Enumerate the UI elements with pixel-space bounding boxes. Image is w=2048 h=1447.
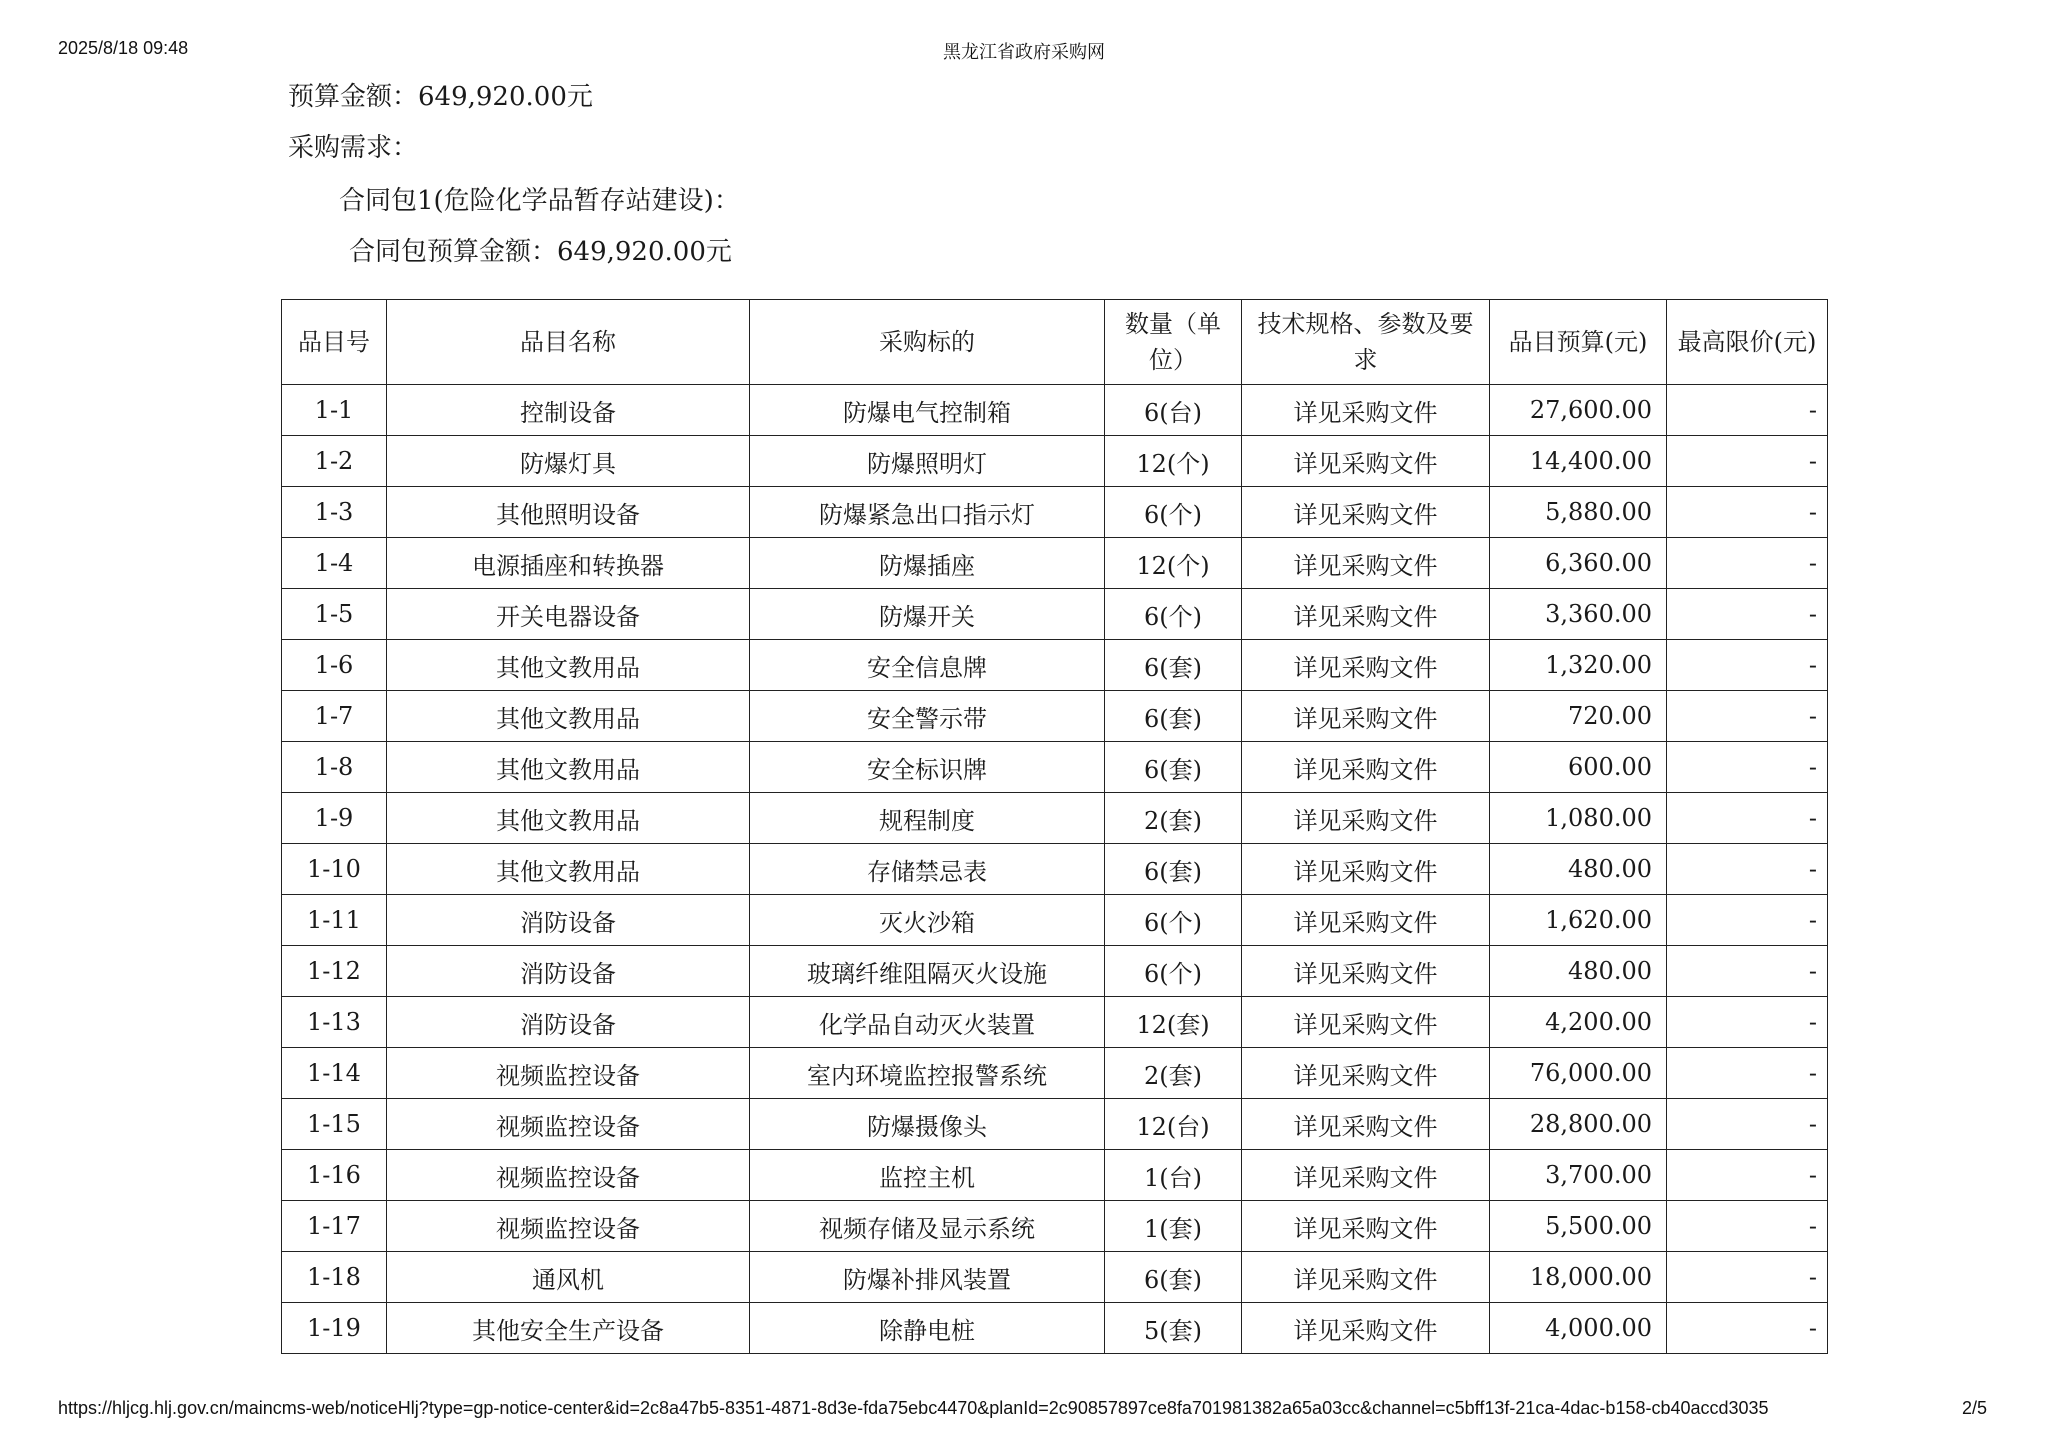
cell-item-category: 视频监控设备 bbox=[387, 1201, 750, 1252]
cell-spec: 详见采购文件 bbox=[1242, 691, 1490, 742]
cell-quantity: 6(个) bbox=[1105, 589, 1242, 640]
cell-max-price: - bbox=[1667, 895, 1828, 946]
cell-procurement-target: 防爆补排风装置 bbox=[750, 1252, 1105, 1303]
cell-quantity: 6(个) bbox=[1105, 895, 1242, 946]
cell-item-no: 1-18 bbox=[282, 1252, 387, 1303]
table-row bbox=[282, 793, 1828, 844]
cell-spec: 详见采购文件 bbox=[1242, 1303, 1490, 1354]
cell-item-budget: 6,360.00 bbox=[1490, 538, 1667, 589]
cell-spec: 详见采购文件 bbox=[1242, 1252, 1490, 1303]
cell-item-budget: 4,200.00 bbox=[1490, 997, 1667, 1048]
cell-spec: 详见采购文件 bbox=[1242, 793, 1490, 844]
header-max-price: 最高限价(元) bbox=[1667, 300, 1828, 385]
cell-procurement-target: 灭火沙箱 bbox=[750, 895, 1105, 946]
cell-item-category: 消防设备 bbox=[387, 997, 750, 1048]
cell-quantity: 12(个) bbox=[1105, 436, 1242, 487]
cell-quantity: 5(套) bbox=[1105, 1303, 1242, 1354]
cell-spec: 详见采购文件 bbox=[1242, 844, 1490, 895]
cell-item-budget: 4,000.00 bbox=[1490, 1303, 1667, 1354]
cell-item-budget: 480.00 bbox=[1490, 844, 1667, 895]
table-row bbox=[282, 742, 1828, 793]
cell-item-budget: 27,600.00 bbox=[1490, 385, 1667, 436]
procurement-items-table bbox=[281, 299, 1828, 1354]
cell-max-price: - bbox=[1667, 997, 1828, 1048]
cell-procurement-target: 监控主机 bbox=[750, 1150, 1105, 1201]
cell-quantity: 6(套) bbox=[1105, 1252, 1242, 1303]
header-quantity: 数量（单位） bbox=[1105, 300, 1242, 385]
table-row bbox=[282, 589, 1828, 640]
table-row bbox=[282, 946, 1828, 997]
cell-item-no: 1-17 bbox=[282, 1201, 387, 1252]
cell-max-price: - bbox=[1667, 385, 1828, 436]
cell-item-no: 1-7 bbox=[282, 691, 387, 742]
header-item-budget: 品目预算(元) bbox=[1490, 300, 1667, 385]
cell-max-price: - bbox=[1667, 640, 1828, 691]
table-row bbox=[282, 997, 1828, 1048]
cell-max-price: - bbox=[1667, 538, 1828, 589]
cell-item-no: 1-8 bbox=[282, 742, 387, 793]
cell-max-price: - bbox=[1667, 946, 1828, 997]
cell-item-category: 其他文教用品 bbox=[387, 640, 750, 691]
cell-item-no: 1-9 bbox=[282, 793, 387, 844]
cell-spec: 详见采购文件 bbox=[1242, 436, 1490, 487]
cell-procurement-target: 安全标识牌 bbox=[750, 742, 1105, 793]
cell-spec: 详见采购文件 bbox=[1242, 1150, 1490, 1201]
cell-item-no: 1-13 bbox=[282, 997, 387, 1048]
cell-item-no: 1-15 bbox=[282, 1099, 387, 1150]
cell-item-category: 其他文教用品 bbox=[387, 691, 750, 742]
cell-item-category: 其他文教用品 bbox=[387, 844, 750, 895]
cell-item-category: 其他文教用品 bbox=[387, 742, 750, 793]
cell-item-budget: 1,620.00 bbox=[1490, 895, 1667, 946]
cell-item-category: 控制设备 bbox=[387, 385, 750, 436]
cell-item-category: 其他安全生产设备 bbox=[387, 1303, 750, 1354]
cell-item-category: 视频监控设备 bbox=[387, 1099, 750, 1150]
table-row bbox=[282, 691, 1828, 742]
cell-spec: 详见采购文件 bbox=[1242, 385, 1490, 436]
cell-quantity: 1(台) bbox=[1105, 1150, 1242, 1201]
cell-procurement-target: 防爆摄像头 bbox=[750, 1099, 1105, 1150]
cell-procurement-target: 防爆插座 bbox=[750, 538, 1105, 589]
cell-item-category: 其他文教用品 bbox=[387, 793, 750, 844]
cell-item-budget: 28,800.00 bbox=[1490, 1099, 1667, 1150]
cell-item-category: 视频监控设备 bbox=[387, 1048, 750, 1099]
cell-item-category: 视频监控设备 bbox=[387, 1150, 750, 1201]
cell-item-budget: 5,500.00 bbox=[1490, 1201, 1667, 1252]
cell-max-price: - bbox=[1667, 1303, 1828, 1354]
cell-max-price: - bbox=[1667, 793, 1828, 844]
cell-spec: 详见采购文件 bbox=[1242, 1048, 1490, 1099]
cell-max-price: - bbox=[1667, 1048, 1828, 1099]
cell-item-budget: 5,880.00 bbox=[1490, 487, 1667, 538]
table-row bbox=[282, 844, 1828, 895]
cell-item-no: 1-10 bbox=[282, 844, 387, 895]
cell-max-price: - bbox=[1667, 844, 1828, 895]
header-item-category: 品目名称 bbox=[387, 300, 750, 385]
table-row bbox=[282, 1048, 1828, 1099]
cell-quantity: 6(套) bbox=[1105, 640, 1242, 691]
cell-max-price: - bbox=[1667, 1099, 1828, 1150]
cell-max-price: - bbox=[1667, 742, 1828, 793]
cell-item-no: 1-2 bbox=[282, 436, 387, 487]
cell-item-no: 1-14 bbox=[282, 1048, 387, 1099]
table-row bbox=[282, 640, 1828, 691]
table-row bbox=[282, 1099, 1828, 1150]
cell-quantity: 6(台) bbox=[1105, 385, 1242, 436]
cell-procurement-target: 视频存储及显示系统 bbox=[750, 1201, 1105, 1252]
cell-item-budget: 76,000.00 bbox=[1490, 1048, 1667, 1099]
package-title: 合同包1(危险化学品暂存站建设)： bbox=[339, 186, 740, 216]
cell-quantity: 6(套) bbox=[1105, 844, 1242, 895]
requirement-heading: 采购需求： bbox=[288, 133, 419, 163]
cell-item-budget: 1,080.00 bbox=[1490, 793, 1667, 844]
cell-quantity: 12(个) bbox=[1105, 538, 1242, 589]
cell-item-no: 1-6 bbox=[282, 640, 387, 691]
cell-spec: 详见采购文件 bbox=[1242, 895, 1490, 946]
page-number: 2/5 bbox=[1962, 1398, 1988, 1418]
cell-quantity: 6(套) bbox=[1105, 742, 1242, 793]
header-spec: 技术规格、参数及要求 bbox=[1242, 300, 1490, 385]
cell-item-budget: 600.00 bbox=[1490, 742, 1667, 793]
cell-procurement-target: 规程制度 bbox=[750, 793, 1105, 844]
cell-spec: 详见采购文件 bbox=[1242, 997, 1490, 1048]
cell-item-no: 1-5 bbox=[282, 589, 387, 640]
cell-item-budget: 3,700.00 bbox=[1490, 1150, 1667, 1201]
cell-item-category: 消防设备 bbox=[387, 895, 750, 946]
cell-item-category: 开关电器设备 bbox=[387, 589, 750, 640]
cell-item-no: 1-3 bbox=[282, 487, 387, 538]
cell-spec: 详见采购文件 bbox=[1242, 946, 1490, 997]
table-row bbox=[282, 487, 1828, 538]
cell-item-budget: 1,320.00 bbox=[1490, 640, 1667, 691]
cell-item-no: 1-4 bbox=[282, 538, 387, 589]
cell-max-price: - bbox=[1667, 487, 1828, 538]
cell-procurement-target: 玻璃纤维阻隔灭火设施 bbox=[750, 946, 1105, 997]
table-row bbox=[282, 1252, 1828, 1303]
package-budget: 合同包预算金额：649,920.00元 bbox=[349, 237, 732, 267]
cell-max-price: - bbox=[1667, 691, 1828, 742]
cell-item-category: 通风机 bbox=[387, 1252, 750, 1303]
cell-item-no: 1-12 bbox=[282, 946, 387, 997]
cell-item-category: 消防设备 bbox=[387, 946, 750, 997]
cell-item-category: 电源插座和转换器 bbox=[387, 538, 750, 589]
cell-item-budget: 14,400.00 bbox=[1490, 436, 1667, 487]
cell-spec: 详见采购文件 bbox=[1242, 589, 1490, 640]
cell-max-price: - bbox=[1667, 589, 1828, 640]
cell-item-no: 1-1 bbox=[282, 385, 387, 436]
cell-item-category: 其他照明设备 bbox=[387, 487, 750, 538]
cell-item-no: 1-11 bbox=[282, 895, 387, 946]
cell-item-budget: 18,000.00 bbox=[1490, 1252, 1667, 1303]
cell-item-budget: 480.00 bbox=[1490, 946, 1667, 997]
cell-procurement-target: 防爆紧急出口指示灯 bbox=[750, 487, 1105, 538]
table-row bbox=[282, 1150, 1828, 1201]
cell-procurement-target: 防爆照明灯 bbox=[750, 436, 1105, 487]
cell-procurement-target: 安全警示带 bbox=[750, 691, 1105, 742]
cell-max-price: - bbox=[1667, 1252, 1828, 1303]
cell-item-category: 防爆灯具 bbox=[387, 436, 750, 487]
cell-quantity: 12(套) bbox=[1105, 997, 1242, 1048]
cell-quantity: 6(套) bbox=[1105, 691, 1242, 742]
cell-spec: 详见采购文件 bbox=[1242, 1099, 1490, 1150]
cell-spec: 详见采购文件 bbox=[1242, 742, 1490, 793]
budget-amount: 预算金额：649,920.00元 bbox=[288, 82, 593, 112]
cell-procurement-target: 化学品自动灭火装置 bbox=[750, 997, 1105, 1048]
page-url: https://hljcg.hlj.gov.cn/maincms-web/noticeHlj?type=gp-notice-center&id=2c8a47b5-8351-4871-8d3e-fda75ebc4470&planId=2c90857897ce8fa701981382a65a03cc&channel=c5bff13f-21ca-4dac-b158-cb40accd3035 bbox=[58, 1398, 1769, 1418]
cell-quantity: 6(个) bbox=[1105, 946, 1242, 997]
cell-max-price: - bbox=[1667, 436, 1828, 487]
table-row bbox=[282, 895, 1828, 946]
cell-spec: 详见采购文件 bbox=[1242, 1201, 1490, 1252]
cell-quantity: 2(套) bbox=[1105, 1048, 1242, 1099]
cell-max-price: - bbox=[1667, 1150, 1828, 1201]
cell-spec: 详见采购文件 bbox=[1242, 538, 1490, 589]
cell-quantity: 2(套) bbox=[1105, 793, 1242, 844]
table-row bbox=[282, 436, 1828, 487]
cell-spec: 详见采购文件 bbox=[1242, 487, 1490, 538]
cell-procurement-target: 存储禁忌表 bbox=[750, 844, 1105, 895]
cell-max-price: - bbox=[1667, 1201, 1828, 1252]
print-datetime: 2025/8/18 09:48 bbox=[58, 38, 189, 58]
cell-item-budget: 3,360.00 bbox=[1490, 589, 1667, 640]
cell-spec: 详见采购文件 bbox=[1242, 640, 1490, 691]
cell-item-budget: 720.00 bbox=[1490, 691, 1667, 742]
cell-procurement-target: 除静电桩 bbox=[750, 1303, 1105, 1354]
header-item-no: 品目号 bbox=[282, 300, 387, 385]
header-procurement-target: 采购标的 bbox=[750, 300, 1105, 385]
cell-quantity: 1(套) bbox=[1105, 1201, 1242, 1252]
site-title: 黑龙江省政府采购网 bbox=[943, 42, 1105, 63]
cell-procurement-target: 安全信息牌 bbox=[750, 640, 1105, 691]
cell-quantity: 12(台) bbox=[1105, 1099, 1242, 1150]
table-row bbox=[282, 1201, 1828, 1252]
table-row bbox=[282, 1303, 1828, 1354]
table-row bbox=[282, 385, 1828, 436]
table-row bbox=[282, 538, 1828, 589]
table-header-row bbox=[282, 300, 1828, 385]
cell-quantity: 6(个) bbox=[1105, 487, 1242, 538]
cell-procurement-target: 室内环境监控报警系统 bbox=[750, 1048, 1105, 1099]
cell-procurement-target: 防爆开关 bbox=[750, 589, 1105, 640]
cell-procurement-target: 防爆电气控制箱 bbox=[750, 385, 1105, 436]
cell-item-no: 1-16 bbox=[282, 1150, 387, 1201]
cell-item-no: 1-19 bbox=[282, 1303, 387, 1354]
